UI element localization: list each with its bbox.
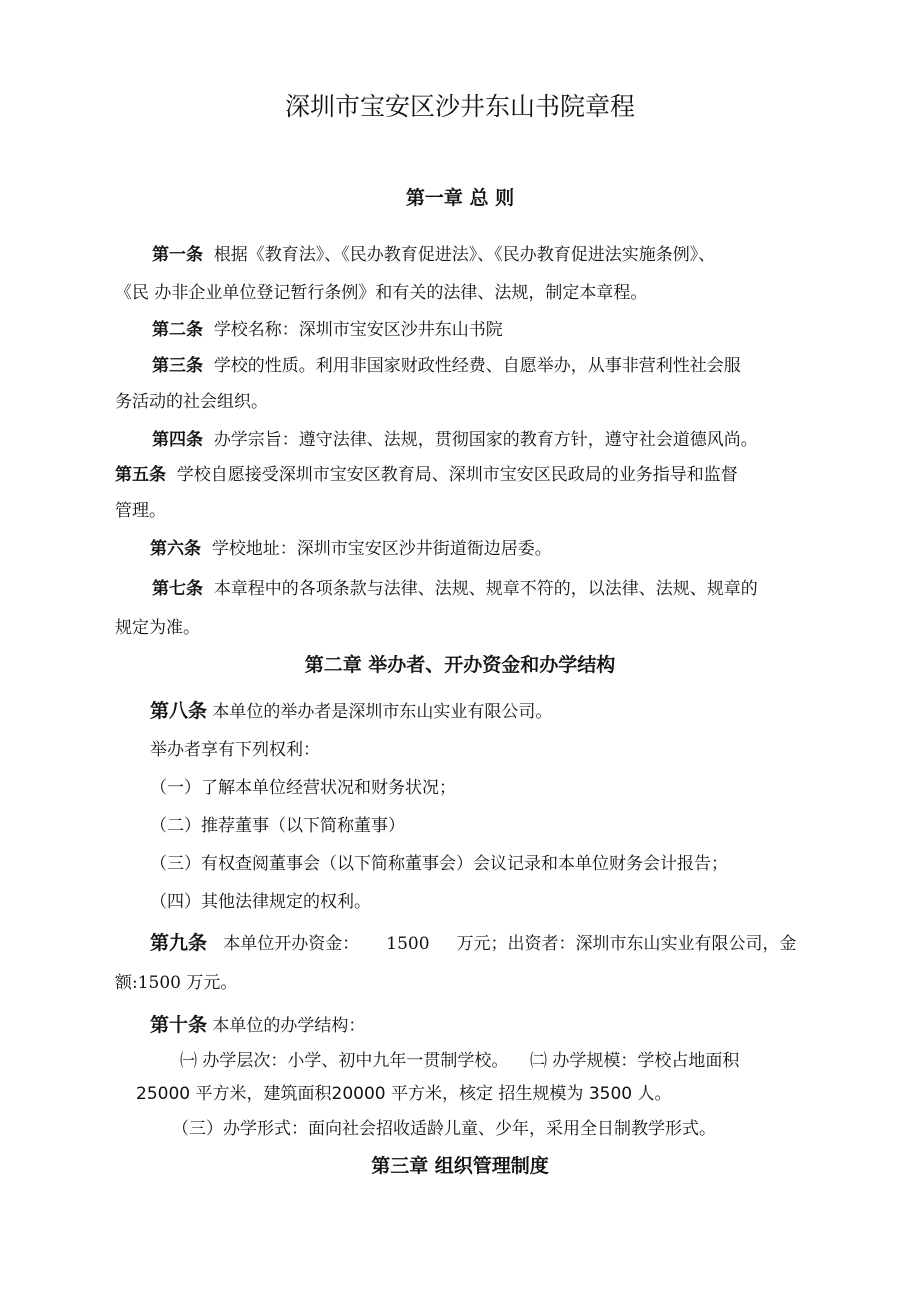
article-7-line-1 xyxy=(152,577,758,601)
article-1-label: 第一条 xyxy=(152,245,203,265)
chapter-2-heading: 第二章 举办者、开办资金和办学结构 xyxy=(304,654,616,676)
article-2-text: 学校名称：深圳市宝安区沙井东山书院 xyxy=(213,320,503,340)
article-8-label: 第八条 xyxy=(150,700,208,722)
article-5-label: 第五条 xyxy=(115,465,166,485)
article-3-line-2: 务活动的社会组织。 xyxy=(115,392,268,412)
article-4-label: 第四条 xyxy=(152,430,203,450)
document-title: 深圳市宝安区沙井东山书院章程 xyxy=(284,92,635,121)
structure-line-3: （三）办学形式：面向社会招收适龄儿童、少年，采用全日制教学形式。 xyxy=(172,1119,716,1139)
article-1-line-2: 《民 办非企业单位登记暂行条例》和有关的法律、法规，制定本章程。 xyxy=(115,283,648,303)
article-5-text: 学校自愿接受深圳市宝安区教育局、深圳市宝安区民政局的业务指导和监督 xyxy=(176,465,738,485)
article-8-text: 本单位的举办者是深圳市东山实业有限公司。 xyxy=(212,702,553,722)
article-3-text: 学校的性质。利用非国家财政性经费、自愿举办，从事非营利性社会服 xyxy=(213,356,741,376)
article-5-line-2: 管理。 xyxy=(115,501,166,521)
article-2 xyxy=(152,318,503,342)
article-2-label: 第二条 xyxy=(152,320,203,340)
article-9-text-a: 本单位开办资金： xyxy=(223,934,360,954)
structure-line-1 xyxy=(180,1049,739,1073)
rights-intro: 举办者享有下列权利： xyxy=(150,740,320,760)
rights-item-1: （一）了解本单位经营状况和财务状况； xyxy=(150,778,456,798)
rights-item-3: （三）有权查阅董事会（以下简称董事会）会议记录和本单位财务会计报告； xyxy=(150,854,728,874)
enrollment-unit: 人。 xyxy=(632,1084,672,1104)
article-5-line-1 xyxy=(115,463,738,487)
article-4 xyxy=(152,428,758,452)
rights-item-4: （四）其他法律规定的权利。 xyxy=(150,892,371,912)
article-4-text: 办学宗旨：遵守法律、法规，贯彻国家的教育方针，遵守社会道德风尚。 xyxy=(213,430,758,450)
chapter-3-heading: 第三章 组织管理制度 xyxy=(371,1155,549,1177)
article-7-text: 本章程中的各项条款与法律、法规、规章不符的，以法律、法规、规章的 xyxy=(213,579,758,599)
article-6-text: 学校地址：深圳市宝安区沙井街道衙边居委。 xyxy=(211,539,552,559)
structure-level: ㈠ 办学层次：小学、初中九年一贯制学校。 xyxy=(180,1051,509,1071)
article-7-line-2: 规定为准。 xyxy=(115,618,200,638)
building-area-text: 平方米，核定 招生规模为 xyxy=(385,1084,589,1104)
article-9-label: 第九条 xyxy=(150,932,208,954)
structure-line-2 xyxy=(136,1082,671,1106)
land-area-text: 平方米，建筑面积 xyxy=(190,1084,332,1104)
article-9-line-2: 额:1500 万元。 xyxy=(115,973,238,993)
article-1-line-1 xyxy=(152,243,715,267)
rights-item-2: （二）推荐董事（以下简称董事） xyxy=(150,816,405,836)
article-6-label: 第六条 xyxy=(150,539,201,559)
article-1-text: 根据《教育法》、《民办教育促进法》、《民办教育促进法实施条例》、 xyxy=(213,245,716,265)
article-8 xyxy=(150,699,552,724)
enrollment-value: 3500 xyxy=(588,1084,633,1104)
article-7-label: 第七条 xyxy=(152,579,203,599)
chapter-1-heading: 第一章 总 则 xyxy=(405,187,515,209)
article-9-text-b: 万元；出资者：深圳市东山实业有限公司，金 xyxy=(456,934,797,954)
article-6 xyxy=(150,537,552,561)
article-3-line-1 xyxy=(152,354,741,378)
structure-scale: ㈡ 办学规模：学校占地面积 xyxy=(530,1051,740,1071)
article-3-label: 第三条 xyxy=(152,356,203,376)
article-9-amount: 1500 xyxy=(386,934,430,954)
article-9-line-1 xyxy=(150,931,797,956)
building-area-value: 20000 xyxy=(331,1084,386,1104)
article-10-text: 本单位的办学结构： xyxy=(212,1016,366,1036)
article-10-label: 第十条 xyxy=(150,1014,208,1036)
article-10 xyxy=(150,1013,365,1038)
land-area-value: 25000 xyxy=(136,1084,191,1104)
